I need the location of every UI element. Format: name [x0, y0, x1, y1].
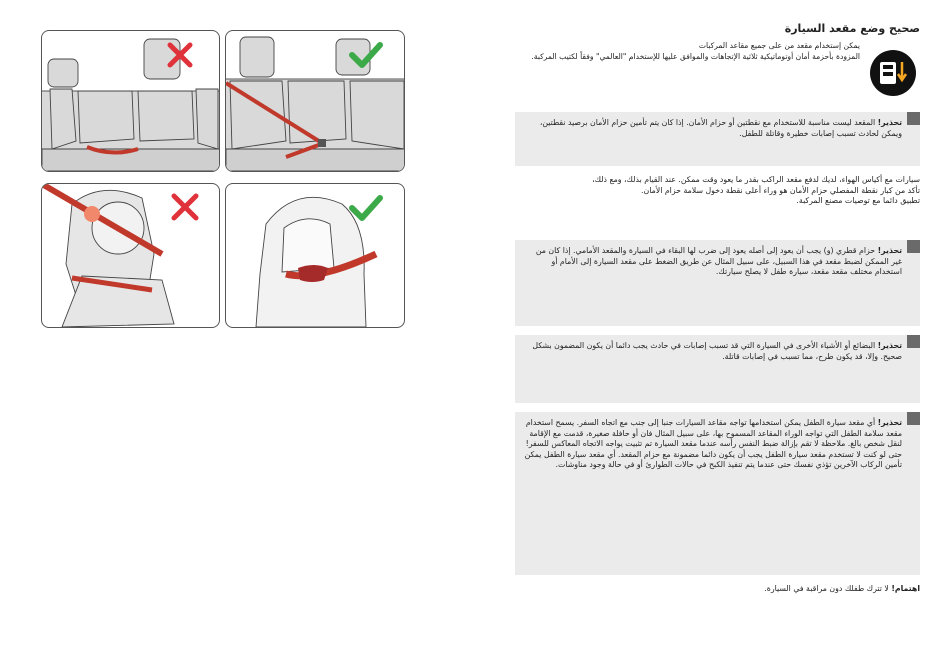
- check-icon: [352, 198, 380, 218]
- warning-label: تحذير!: [877, 418, 902, 427]
- child-seat-drawing: [42, 184, 219, 327]
- buckle: [318, 139, 326, 147]
- illustration-lap-belt-incorrect: [41, 30, 220, 172]
- rear-bench-drawing: [42, 31, 219, 171]
- illustration-belt-neck-incorrect: [41, 183, 220, 328]
- warning-label: تحذير!: [877, 118, 902, 127]
- warning-box: [515, 412, 920, 575]
- intro-text: [510, 40, 860, 62]
- footer-note: [515, 584, 920, 593]
- footer-text: لا تترك طفلك دون مراقبة في السيارة.: [764, 584, 889, 593]
- warning-box: [515, 335, 920, 403]
- warning-text: المقعد ليست مناسبة للاستخدام مع نقطتين أو حزام الأمان. إذا كان يتم تأمين حزام الأمان برصيد نقطتين، ويمكن لحادث تسبب إصابات خطيرة وقاتلة للطفل.: [539, 118, 902, 138]
- airbag-line-2: تأكد من كبار نقطة المفصلي حزام الأمان هو وراء أعلى نقطة دخول سلامة حزام الأمان.: [641, 185, 920, 195]
- intro-line-1: يمكن إستخدام مقعد من على جميع مقاعد المركبات: [698, 41, 860, 50]
- child-seat-drawing: [226, 184, 404, 327]
- cross-icon: [174, 196, 196, 218]
- warning-box: [515, 240, 920, 326]
- intro-line-2: المزودة بأحزمة أمان أوتوماتيكية ثلاثية الإتجاهات والموافق عليها للإستخدام "العالمي" وفقاً لكتيب المركبة.: [531, 52, 860, 61]
- seat-belt-3point-icon: [870, 50, 916, 96]
- warning-box: [515, 112, 920, 166]
- warning-text: أي مقعد سيارة الطفل يمكن استخدامها تواجه مقاعد السيارات جنبا إلى جنب مع اتجاه السفر. يسمح استخدام مقعد سلامة الطفل التي تواجه الوراء المقاعد المسموح بها، على سبيل المثال فان أو حافلة صغيرة، قدمت مع الإقامة لنقل شخص بالغ. ملاحظة لا تقم بإزالة ضبط النفس رأسه عندما مقعد السيارة تم تثبيت يواجه الاتجاه المعاكس للسفر! حتى لو كنت لا تستخدم مقعد سيارة الطفل يجب أن يكون دائما مضمونة مع حزام المقعد. أي مقعد سيارة الطفل يمكن تأمين الركاب الآخرين تؤذي نفسك حتى عندما يتم تنفيذ الكبح في حالات الطوارئ أو في حالة وجود مناوشات.: [524, 418, 902, 469]
- section-title: صحيح وضع مقعد السيارة: [784, 22, 920, 35]
- warning-label: تحذير!: [877, 246, 902, 255]
- intro: [515, 40, 920, 100]
- warning-text: البضائع أو الأشياء الأخرى في السيارة التي قد تسبب إصابات في حادث يجب دائما أن يكون المضمون بشكل صحيح. وإلا، قد يكون طرح، مما تسبب في إصابات قاتلة.: [532, 341, 902, 361]
- rear-bench-drawing: [226, 31, 404, 171]
- airbag-line-1: سيارات مع أكياس الهواء، لديك لدفع مقعد الراكب بقدر ما يعود وقت ممكن. عند القيام بذلك، ومع ذلك،: [592, 175, 920, 184]
- warning-text: حزام قطري (و) يجب أن يعود إلى أصله يعود إلى ضرب لها البقاء في السيارة والمقعد الأمامي. إذا كان من غير الممكن لضبط مقعد في هذا السبيل، على سبيل المثال عن طريق الضغط على مقعد السيارة إلى الأمام أو استخدام مختلف مقعد مقعد، سيارة طفل لا يصلح سيارتك.: [535, 246, 902, 276]
- belt-guide: [298, 265, 328, 282]
- footer-label: اهتمام!: [891, 584, 920, 593]
- warning-label: تحذير!: [877, 341, 902, 350]
- illustration-belt-guide-correct: [225, 183, 405, 328]
- airbag-note: [515, 175, 920, 207]
- airbag-line-3: تطبيق دائما مع توصيات مصنع المركبة.: [796, 196, 920, 205]
- illustration-3point-belt-correct: [225, 30, 405, 172]
- neck-contact-marker: [84, 206, 100, 222]
